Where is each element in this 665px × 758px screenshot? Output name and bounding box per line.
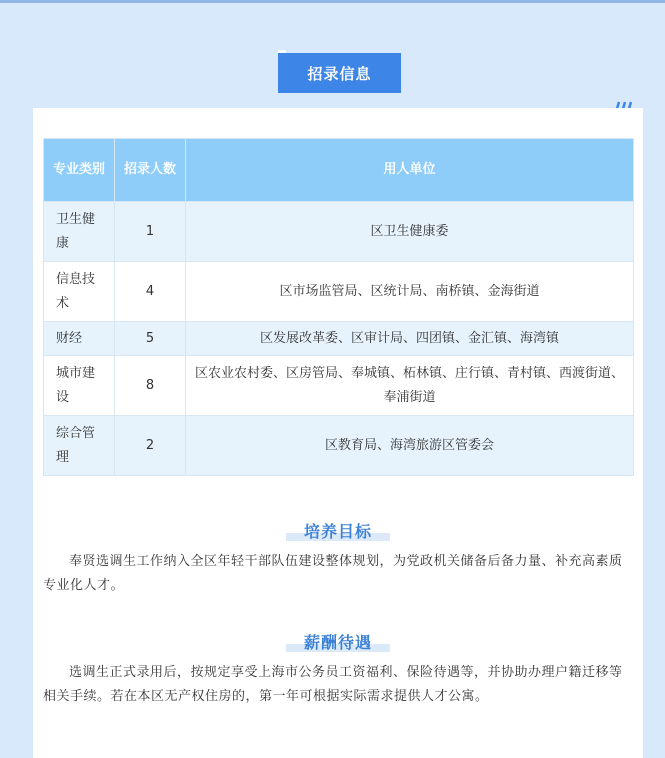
salary-text: 选调生正式录用后，按规定享受上海市公务员工资福利、保险待遇等，并协助办理户籍迁移等相关手续。若在本区无产权住房的，第一年可根据实际需求提供人才公寓。 bbox=[43, 665, 623, 704]
table-row bbox=[44, 322, 634, 356]
recruitment-table bbox=[43, 138, 634, 476]
table-row bbox=[44, 416, 634, 476]
table-row bbox=[44, 356, 634, 416]
row-count: 4 bbox=[115, 262, 186, 322]
row-count: 5 bbox=[115, 322, 186, 356]
training-goal-title: 培养目标 bbox=[303, 522, 372, 541]
row-units: 区教育局、海湾旅游区管委会 bbox=[186, 416, 634, 476]
salary-heading bbox=[33, 630, 643, 653]
recruitment-info-title: 招录信息 bbox=[278, 53, 401, 93]
table-row bbox=[44, 202, 634, 262]
section-header bbox=[278, 53, 401, 93]
header-units: 用人单位 bbox=[186, 139, 634, 202]
row-units: 区卫生健康委 bbox=[186, 202, 634, 262]
row-count: 8 bbox=[115, 356, 186, 416]
row-units: 区市场监管局、区统计局、南桥镇、金海街道 bbox=[186, 262, 634, 322]
row-category: 信息技术 bbox=[44, 262, 115, 322]
row-category: 综合管理 bbox=[44, 416, 115, 476]
training-goal-text: 奉贤选调生工作纳入全区年轻干部队伍建设整体规划，为党政机关储备后备力量、补充高素质专业化人才。 bbox=[43, 554, 623, 593]
top-border-line bbox=[0, 0, 665, 3]
salary-title: 薪酬待遇 bbox=[303, 633, 372, 652]
row-category: 城市建设 bbox=[44, 356, 115, 416]
training-goal-heading bbox=[33, 519, 643, 542]
row-category: 财经 bbox=[44, 322, 115, 356]
row-count: 2 bbox=[115, 416, 186, 476]
table-header-row bbox=[44, 139, 634, 202]
row-units: 区发展改革委、区审计局、四团镇、金汇镇、海湾镇 bbox=[186, 322, 634, 356]
row-units: 区农业农村委、区房管局、奉城镇、柘林镇、庄行镇、青村镇、西渡街道、奉浦街道 bbox=[186, 356, 634, 416]
table-row bbox=[44, 262, 634, 322]
header-count: 招录人数 bbox=[115, 139, 186, 202]
row-category: 卫生健康 bbox=[44, 202, 115, 262]
row-count: 1 bbox=[115, 202, 186, 262]
header-category: 专业类别 bbox=[44, 139, 115, 202]
content-card bbox=[33, 108, 643, 758]
